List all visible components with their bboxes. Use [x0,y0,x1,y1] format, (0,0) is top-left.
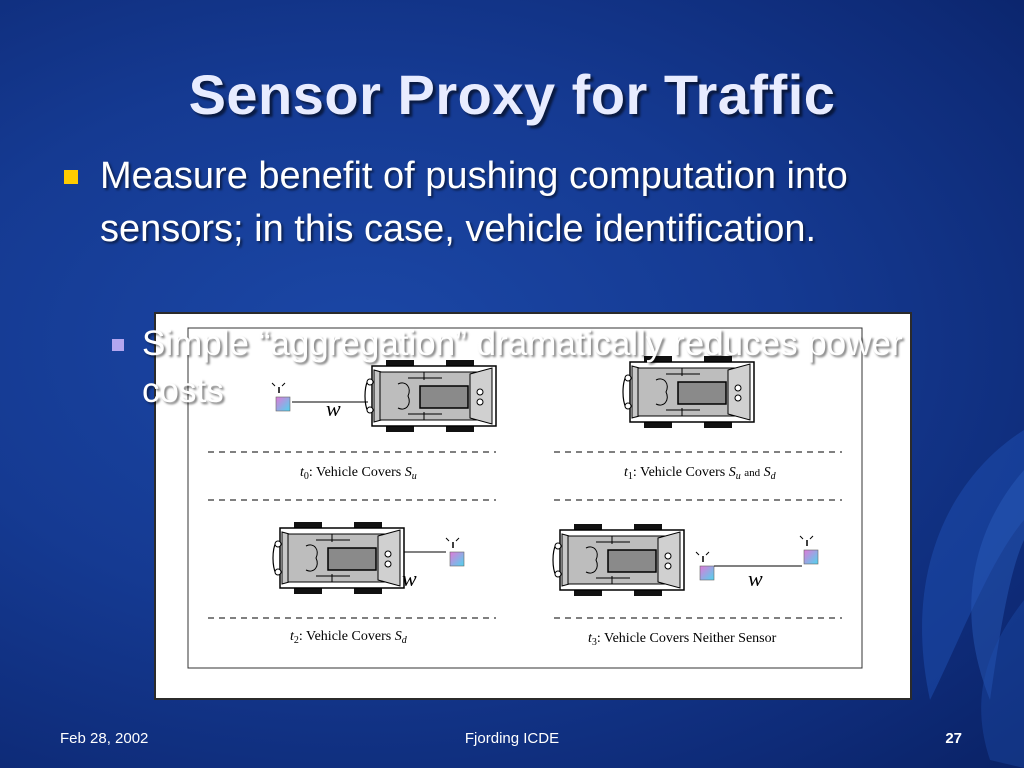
sensor-icon [696,552,714,580]
caption-t3: $t_3$: Vehicle Covers Neither Sensor [588,631,777,648]
footer-title: Fjording ICDE [464,730,560,747]
footer-date: Feb 28, 2002 [60,730,149,747]
bullet-sub-text: Simple “aggregation” dramatically reduces power costs [142,324,903,410]
car-icon [273,522,404,594]
caption-t0: $t_0$: Vehicle Covers $S_u$ [300,465,417,482]
bullet-main-text: Measure benefit of pushing computation into sensors; in this case, vehicle identification. [100,155,848,250]
sensor-icon [800,536,818,564]
w-label: w [402,566,417,591]
car-icon [553,524,684,596]
sensor-icon [446,538,464,566]
caption-t1: $t_1$: Vehicle Covers $S_u$ and $S_d$ [624,465,776,482]
w-label: w [748,566,763,591]
caption-t2: $t_2$: Vehicle Covers $S_d$ [290,629,407,646]
page-number: 27 [945,730,962,747]
bullet-sub [112,320,912,414]
bullet-main [64,150,944,256]
w-label: w [326,396,341,421]
slide-title: Sensor Proxy for Traffic [188,63,836,126]
bullet-square-icon [112,339,124,351]
bullet-square-icon [64,170,78,184]
